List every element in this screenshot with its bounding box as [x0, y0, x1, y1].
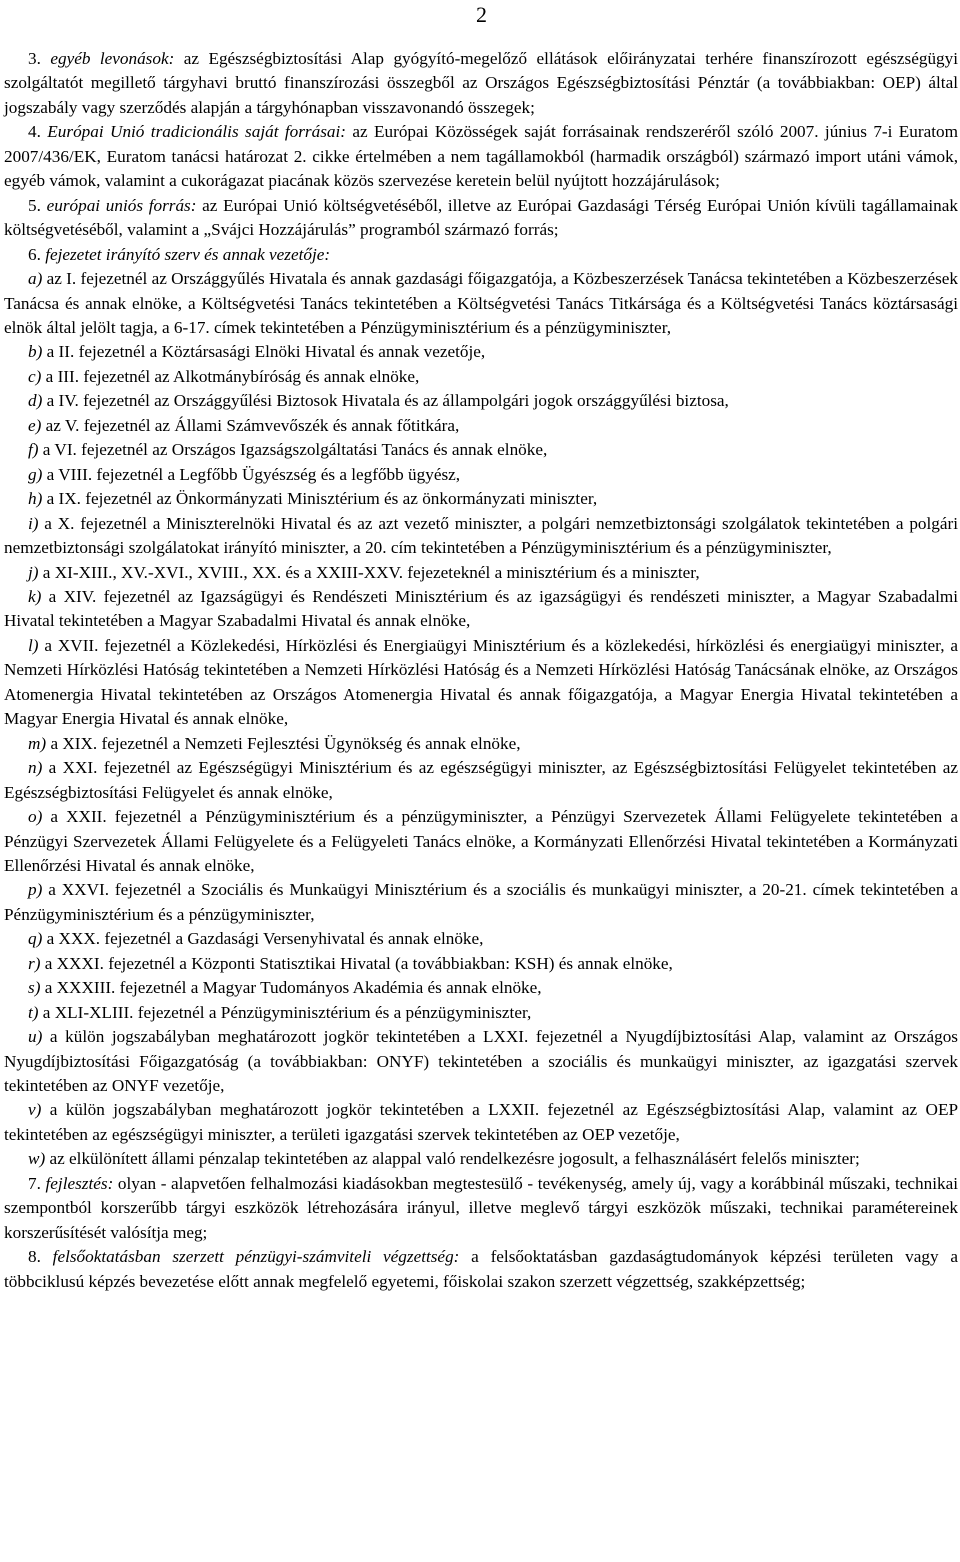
subitem-b — [4, 340, 958, 364]
subitem-c — [4, 365, 958, 389]
definition-5 — [4, 194, 958, 243]
item-number: 7. — [28, 1173, 41, 1193]
subitem-text: a X. fejezetnél a Miniszterelnöki Hivatal és az azt vezető miniszter, a polgári nemzetbiztonsági szolgálatok tekintetében a polgári nemzetbiztonsági szolgálatokat irányító miniszter, a 20. cím tekintetében a Pénzügyminisztérium és a pénzügyminiszter, — [4, 513, 958, 558]
subitem-text: a XXXI. fejezetnél a Központi Statisztikai Hivatal (a továbbiakban: KSH) és annak elnöke, — [40, 953, 673, 973]
subitem-letter: v) — [28, 1100, 42, 1120]
subitem-o — [4, 805, 958, 878]
subitem-letter: l) — [28, 635, 39, 655]
subitem-letter: f) — [28, 440, 39, 460]
definition-8 — [4, 1245, 958, 1294]
definition-text: az Európai Unió költségvetéséből, illetve az Európai Gazdasági Térség Európai Unión kívüli tagállamainak költségvetéséből, valamint a „Svájci Hozzájárulás” programból származó forrás; — [4, 195, 958, 240]
subitem-letter: m) — [28, 733, 47, 753]
subitem-v — [4, 1098, 958, 1147]
definition-6 — [4, 243, 958, 267]
subitem-text: a XIV. fejezetnél az Igazságügyi és Rendészeti Minisztérium és az igazságügyi és rendészeti miniszter, a Magyar Szabadalmi Hivatal tekintetében a Magyar Szabadalmi Hivatal és annak elnöke, — [4, 586, 958, 631]
subitem-letter: o) — [28, 807, 43, 827]
page-number: 2 — [476, 2, 487, 27]
subitem-e — [4, 414, 958, 438]
subitem-text: a II. fejezetnél a Köztársasági Elnöki Hivatal és annak vezetője, — [42, 342, 486, 362]
subitem-letter: r) — [28, 953, 41, 973]
definition-text: az Egészségbiztosítási Alap gyógyító-megelőző ellátások előirányzatai terhére finanszírozott egészségügyi szolgáltatót megillető tárgyhavi bruttó finanszírozási összegből az Országos Egészségbiztosítási Pénztár (a továbbiakban: OEP) által jogszabály vagy szerződés alapján a tárgyhónapban visszavonandó összegek; — [4, 49, 959, 117]
subitem-q — [4, 927, 958, 951]
item-number: 4. — [28, 122, 41, 142]
subitem-letter: c) — [28, 366, 42, 386]
item-number: 8. — [28, 1247, 41, 1267]
subitem-text: a külön jogszabályban meghatározott jogkör tekintetében a LXXII. fejezetnél az Egészségbiztosítási Alap, valamint az OEP tekintetében az egészségügyi miniszter, a területi igazgatási szervek tekintetében az OEP vezetője, — [4, 1100, 958, 1144]
subitem-text: a külön jogszabályban meghatározott jogkör tekintetében a LXXI. fejezetnél a Nyugdíjbiztosítási Alap, valamint az Országos Nyugdíjbiztosítási Főigazgatóság (a továbbiakban: ONYF) tekintetében a szociális és munkaügyi miniszter, az igazgatási szervek tekintetében az ONYF vezetője, — [4, 1027, 958, 1096]
item-number: 6. — [28, 244, 41, 264]
subitem-u — [4, 1025, 958, 1098]
subitem-letter: s) — [28, 978, 41, 998]
defined-term: felsőoktatásban szerzett pénzügyi-számviteli végzettség: — [52, 1247, 460, 1267]
subitem-letter: b) — [28, 342, 43, 362]
subitem-d — [4, 389, 958, 413]
subitem-text: a XLI-XLIII. fejezetnél a Pénzügyminisztérium és a pénzügyminiszter, — [38, 1002, 532, 1022]
subitem-text: a XVII. fejezetnél a Közlekedési, Hírközlési és Energiaügyi Minisztérium és a közlekedési, hírközlési és energiaügyi miniszter, a Nemzeti Hírközlési Hatóság tekintetében a Nemzeti Hírközlési Hatóság és a Nemzeti Hírközlési Hatóság Tanácsának elnöke, az Országos Atomenergia Hivatal tekintetében az Országos Atomenergia Hivatal és annak főigazgatója, a Magyar Energia Hivatal tekintetében a Magyar Energia Hivatal és annak elnöke, — [4, 635, 958, 729]
item-number: 3. — [28, 49, 41, 68]
subitem-text: a XXVI. fejezetnél a Szociális és Munkaügyi Minisztérium és a szociális és munkaügyi miniszter, a 20-21. címek tekintetében a Pénzügyminisztérium és a pénzügyminiszter, — [4, 880, 958, 924]
subitem-text: a XIX. fejezetnél a Nemzeti Fejlesztési Ügynökség és annak elnöke, — [46, 733, 521, 753]
subitem-i — [4, 512, 958, 561]
subitem-t — [4, 1001, 958, 1025]
subitem-letter: n) — [28, 758, 43, 778]
subitem-text: a VIII. fejezetnél a Legfőbb Ügyészség és a legfőbb ügyész, — [42, 464, 461, 484]
subitem-w — [4, 1147, 958, 1171]
subitem-g — [4, 463, 958, 487]
subitem-letter: h) — [28, 489, 43, 509]
definition-text: olyan - alapvetően felhalmozási kiadásokban megtestesülő - tevékenység, amely új, vagy a korábbinál műszaki, technikai szempontból korszerűbb tárgyi eszközök létrehozására irányul, illetve meglevő tárgyi eszközök műszaki, technikai paramétereinek korszerűsítését valósítja meg; — [4, 1173, 959, 1242]
subitem-text: a IV. fejezetnél az Országgyűlési Biztosok Hivatala és az állampolgári jogok országgyűlési biztosa, — [42, 391, 729, 411]
subitem-letter: w) — [28, 1149, 46, 1169]
subitem-letter: d) — [28, 391, 43, 411]
subitem-letter: a) — [28, 269, 43, 289]
defined-term: egyéb levonások: — [50, 49, 175, 68]
subitem-text: a XXI. fejezetnél az Egészségügyi Minisztérium és az egészségügyi miniszter, az Egészségbiztosítási Felügyelet tekintetében az Egészségbiztosítási Felügyelet és annak elnöke, — [4, 758, 958, 802]
defined-term: fejlesztés: — [45, 1173, 114, 1193]
subitem-a — [4, 267, 958, 340]
subitem-letter: i) — [28, 513, 39, 533]
subitem-text: a XI-XIII., XV.-XVI., XVIII., XX. és a XXIII-XXV. fejezeteknél a minisztérium és a miniszter, — [38, 562, 700, 582]
subitem-text: az I. fejezetnél az Országgyűlés Hivatala és annak gazdasági főigazgatója, a Közbeszerzések Tanácsa tekintetében a Közbeszerzések Tanácsa és annak elnöke, a Költségvetési Tanács tekintetében a Költségvetési Tanács Titkársága és a Költségvetési Tanács köztársasági elnök által jelölt tagja, a 6-17. címek tekintetében a Pénzügyminisztérium és a pénzügyminiszter, — [4, 269, 958, 337]
subitem-text: a XXII. fejezetnél a Pénzügyminisztérium és a pénzügyminiszter, a Pénzügyi Szervezetek Állami Felügyelete tekintetében a Pénzügyi Szervezetek Állami Felügyelete és a Felügyeleti Tanács elnöke, a Kormányzati Ellenőrzési Hivatal tekintetében a Kormányzati Ellenőrzési Hivatal és annak elnöke, — [4, 807, 958, 875]
document-body — [4, 47, 958, 1294]
subitem-l — [4, 634, 958, 732]
defined-term: Európai Unió tradicionális saját forrásai: — [47, 122, 346, 142]
subitem-text: az elkülönített állami pénzalap tekintetében az alappal való rendelkezésre jogosult, a felhasználásért felelős miniszter; — [45, 1149, 860, 1169]
subitem-text: a III. fejezetnél az Alkotmánybíróság és annak elnöke, — [41, 366, 420, 386]
subitem-letter: t) — [28, 1002, 39, 1022]
subitem-letter: p) — [28, 880, 43, 900]
defined-term: fejezetet irányító szerv és annak vezetője: — [45, 244, 331, 264]
definition-7 — [4, 1172, 958, 1245]
subitem-s — [4, 976, 958, 1000]
subitem-text: a XXXIII. fejezetnél a Magyar Tudományos Akadémia és annak elnöke, — [40, 978, 542, 998]
subitem-k — [4, 585, 958, 634]
subitem-text: a IX. fejezetnél az Önkormányzati Minisztérium és az önkormányzati miniszter, — [42, 489, 598, 509]
definition-3 — [4, 47, 958, 120]
defined-term: európai uniós forrás: — [46, 195, 197, 215]
subitem-letter: j) — [28, 562, 39, 582]
subitem-letter: q) — [28, 929, 43, 949]
subitem-p — [4, 878, 958, 927]
definition-4 — [4, 120, 958, 193]
subitem-text: az V. fejezetnél az Állami Számvevőszék és annak főtitkára, — [41, 415, 460, 435]
subitem-f — [4, 438, 958, 462]
definition-text: az Európai Közösségek saját forrásainak rendszeréről szóló 2007. június 7-i Euratom 2007/436/EK, Euratom tanácsi határozat 2. cikke értelmében a nem tagállamokból (harmadik országból) származó import utáni vámok, egyéb vámok, valamint a cukorágazat piacának közös szervezése keretein belül nyújtott hozzájárulások; — [4, 122, 958, 191]
subitem-letter: g) — [28, 464, 43, 484]
subitem-text: a VI. fejezetnél az Országos Igazságszolgáltatási Tanács és annak elnöke, — [38, 440, 548, 460]
subitem-letter: u) — [28, 1027, 43, 1047]
subitem-j — [4, 561, 958, 585]
subitem-n — [4, 756, 958, 805]
subitem-text: a XXX. fejezetnél a Gazdasági Versenyhivatal és annak elnöke, — [42, 929, 484, 949]
subitem-letter: k) — [28, 586, 42, 606]
subitem-r — [4, 952, 958, 976]
definition-text: a felsőoktatásban gazdaságtudományok képzési területen vagy a többciklusú képzés bevezetése előtt annak megfelelő egyetemi, főiskolai szakon szerzett végzettség, szakképzettség; — [4, 1247, 959, 1291]
item-number: 5. — [28, 195, 41, 215]
subitem-letter: e) — [28, 415, 42, 435]
subitem-m — [4, 732, 958, 756]
subitem-h — [4, 487, 958, 511]
